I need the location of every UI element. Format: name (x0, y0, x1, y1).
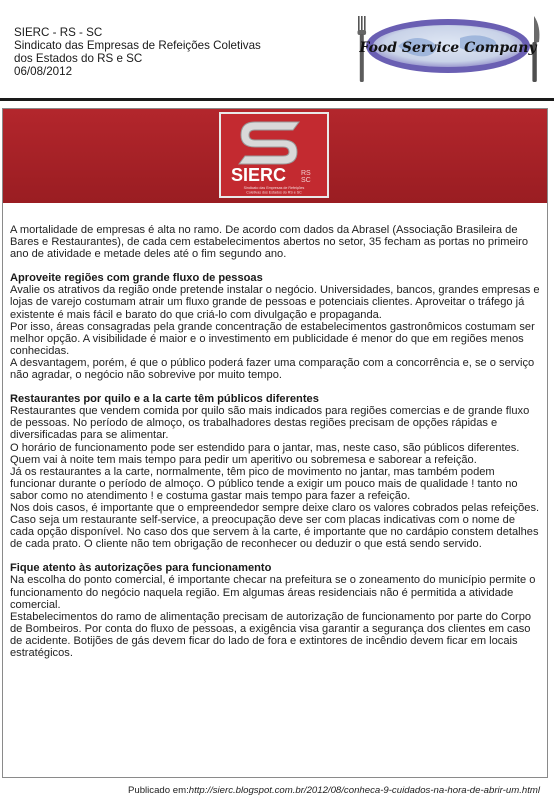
food-service-company-logo (350, 12, 546, 88)
header-divider (0, 98, 554, 101)
org-name-line-1: Sindicato das Empresas de Refeições Coletivas (14, 39, 261, 52)
section-1-paragraph-2: Por isso, áreas consagradas pela grande concentração de estabelecimentos gastronômicos costumam ser melhor opção. A visibilidade é maior e o investimento em publicidade é menor do que em regiões menos conhecidas. (10, 320, 535, 357)
section-heading-3: Fique atento às autorizações para funcionamento (10, 562, 272, 575)
source-link[interactable]: http://sierc.blogspot.com.br/2012/08/conheca-9-cuidados-na-hora-de-abrir-um.html (188, 785, 540, 796)
section-1-paragraph-1: Avalie os atrativos da região onde pretende instalar o negócio. Universidades, bancos, grandes empresas e lojas de varejo costumam atrair um fluxo grande de pessoas e potenciais clientes. Aproveitar o tráfego já existente é mais fácil e barato do que criá-lo com divulgação e propaganda. (10, 284, 540, 321)
footer-label: Publicado em: (127, 785, 189, 796)
article-body (10, 224, 542, 659)
section-3-paragraph-2: Estabelecimentos do ramo de alimentação precisam de autorização de funcionamento por parte do Corpo de Bombeiros. Por conta do fluxo de pessoas, a exigência visa garantir a segurança dos clientes em caso de acidente. Botijões de gás devem ficar do lado de fora e extintores de incêndio devem ficar em locais estratégicos. (10, 610, 532, 659)
org-acronym: SIERC - RS - SC (14, 26, 103, 39)
article-intro: A mortalidade de empresas é alta no ramo. De acordo com dados da Abrasel (Associação Brasileira de Bares e Restaurantes), de cada cem estabelecimentos abertos no setor, 35 fecham as portas no primeiro ano de atividade e metade deles até o fim segundo ano. (10, 224, 528, 261)
article-banner (3, 109, 547, 203)
document-date: 06/08/2012 (14, 65, 73, 78)
sierc-logo-caption-1: Sindicato das Empresas de Refeições (243, 186, 305, 190)
publication-footer (0, 785, 540, 796)
sierc-logo-text: SIERC (231, 165, 287, 185)
sender-info (14, 26, 261, 78)
section-1-paragraph-3: A desvantagem, porém, é que o público poderá fazer uma comparação com a concorrência e, se o serviço não agradar, o negócio não sobrevive por muito tempo. (10, 356, 535, 382)
article-frame (2, 108, 548, 778)
sierc-logo-caption-2: Coletivas dos Estados do RS e SC (246, 190, 302, 195)
document-header (0, 0, 554, 96)
section-3-paragraph-1: Na escolha do ponto comercial, é importante checar na prefeitura se o zoneamento do município permite o funcionamento do negócio naquela região. Em algumas áreas residenciais não é permitida a atividade comercial. (10, 574, 536, 611)
section-2-paragraph-4: Nos dois casos, é importante que o empreendedor sempre deixe claro os valores cobrados pelas refeições. Caso seja um restaurante self-service, a preocupação deve ser com placas indicativas com o nome de cada opção disponível. No caso dos que servem à la carte, é importante que no cardápio constem detalhes de cada prato. O cliente não tem obrigação de reconhecer ou deduzir o que está sendo servido. (10, 501, 540, 551)
org-name-line-2: dos Estados do RS e SC (14, 52, 143, 65)
section-heading-1: Aproveite regiões com grande fluxo de pessoas (10, 272, 263, 285)
brand-logo-text: Food Service Company (359, 40, 537, 56)
sierc-logo-mark (221, 114, 327, 196)
section-2-paragraph-3: Já os restaurantes a la carte, normalmente, têm pico de movimento no jantar, mas também podem funcionar durante o período de almoço. O público tende a exigir um pouco mais de qualidade ! tanto no sabor como no atendimento ! e costuma gastar mais tempo para fazer a refeição. (10, 465, 518, 502)
section-heading-2: Restaurantes por quilo e a la carte têm públicos diferentes (10, 393, 319, 406)
section-2-paragraph-2: O horário de funcionamento pode ser estendido para o jantar, mas, neste caso, são públicos diferentes. Quem vai à noite tem mais tempo para pedir um aperitivo ou sobremesa e saborear a refeição. (10, 441, 520, 466)
sierc-logo-suffix-top: RS (301, 170, 311, 177)
section-2-paragraph-1: Restaurantes que vendem comida por quilo são mais indicados para regiões comercias e de grande fluxo de pessoas. No período de almoço, os trabalhadores destas regiões precisam de opções rápidas e diversificadas para se alimentar. (10, 405, 530, 442)
sierc-logo (219, 112, 329, 198)
sierc-logo-suffix-bottom: SC (301, 177, 311, 184)
